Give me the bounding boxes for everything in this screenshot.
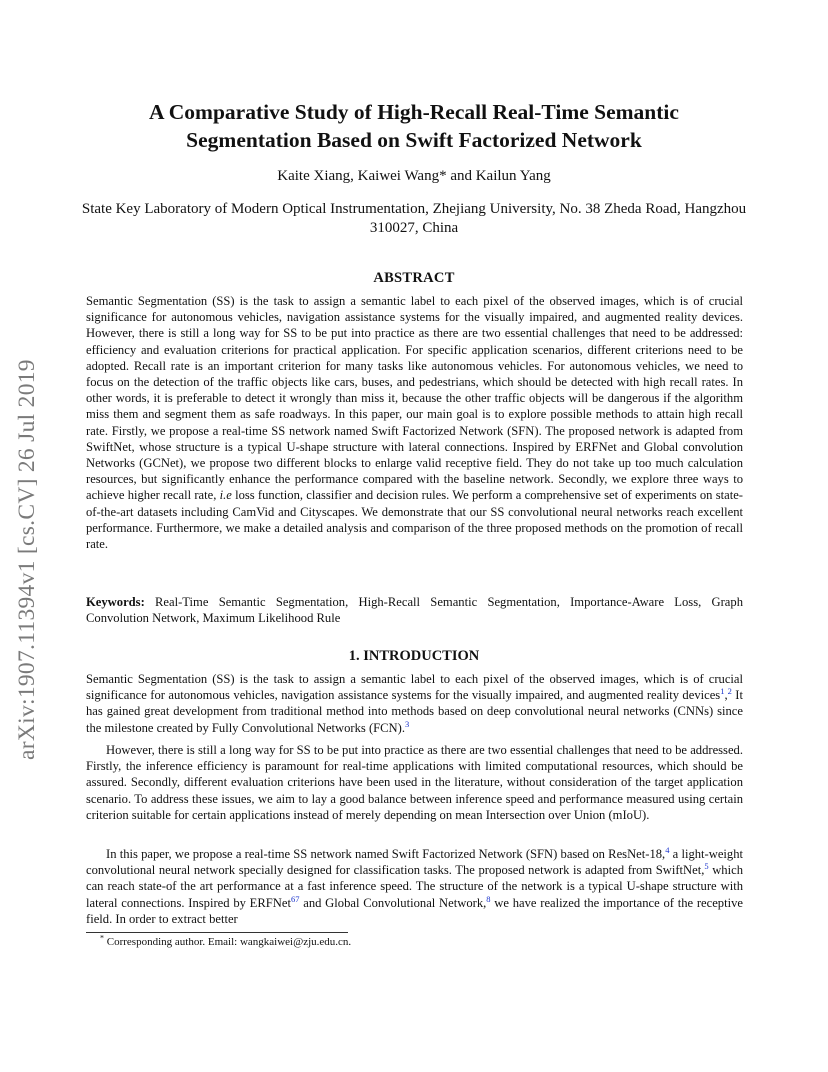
keywords (86, 594, 743, 626)
footnote (100, 933, 740, 948)
footnote-divider (86, 932, 348, 933)
title-line-2: Segmentation Based on Swift Factorized Network (186, 128, 642, 152)
abstract-heading: ABSTRACT (373, 270, 455, 286)
arxiv-identifier[interactable]: arXiv:1907.11394v1 [cs.CV] 26 Jul 2019 (14, 359, 40, 760)
abstract-text (86, 293, 743, 552)
intro-p3-text-e: we have realized the importance of the receptive field. In order to extract better (86, 895, 743, 926)
citation-link[interactable]: 3 (405, 718, 410, 729)
intro-p1-text-b: It has gained great development from traditional method into methods based on deep convolutional neural networks (CNNs) since the milestone created by Fully Convolutional Networks (FCN). (86, 688, 743, 735)
author-list: Kaite Xiang, Kaiwei Wang* and Kailun Yang (277, 168, 551, 184)
abstract-italic-ie: i.e (219, 488, 232, 503)
keywords-text: Real-Time Semantic Segmentation, High-Recall Semantic Segmentation, Importance-Aware Loss, Graph Convolution Network, Maximum Likelihood Rule (86, 595, 743, 626)
title-line-1: A Comparative Study of High-Recall Real-Time Semantic (149, 100, 679, 124)
intro-p3-text-b: a light-weight convolutional neural network specially designed for classification tasks. The proposed network is adapted from SwiftNet, (86, 847, 744, 878)
intro-paragraph-3 (86, 846, 743, 927)
footnote-mark: * (100, 933, 104, 943)
intro-paragraph-1 (86, 671, 743, 736)
intro-p3-text-a: In this paper, we propose a real-time SS network named Swift Factorized Network (SFN) based on ResNet-18, (106, 847, 666, 861)
intro-paragraph-2: However, there is still a long way for SS to be put into practice as there are two essential challenges that need to be addressed. Firstly, the inference efficiency is paramount for real-time applications with limited computational resources, which should be assured. Secondly, different evaluation criterions have been used in the literature, without consideration of the target application scenario. To address these issues, we aim to lay a good balance between inference speed and performance measured using certain criterion suitable for certain applications instead of merely depending on mean Intersection over Union (mIoU). (86, 743, 743, 822)
citation-separator: , (724, 688, 728, 703)
citation-link[interactable]: 5 (704, 861, 709, 872)
citation-link[interactable]: 2 (727, 686, 732, 697)
footnote-text: Corresponding author. Email: wangkaiwei@zju.edu.cn. (104, 936, 352, 948)
intro-p3-text-c: which can reach state-of the art performance at a fast inference speed. The structure of the network is a typical U-shape structure with lateral connections. Inspired by ERFNet (86, 863, 743, 910)
citation-link[interactable]: 4 (665, 844, 670, 855)
citation-link[interactable]: 1 (720, 686, 725, 697)
paper-title (60, 98, 768, 154)
citation-link[interactable]: 8 (486, 893, 491, 904)
intro-p3-text-d: and Global Convolutional Network, (299, 895, 487, 910)
affiliation: State Key Laboratory of Modern Optical Instrumentation, Zhejiang University, No. 38 Zheda Road, Hangzhou 310027, China (81, 201, 747, 236)
section-heading-introduction: 1. INTRODUCTION (348, 648, 480, 664)
keywords-label: Keywords: (86, 595, 145, 609)
abstract-part-2: loss function, classifier and decision rules. We perform a comprehensive set of experiments on state-of-the-art datasets including CamVid and Cityscapes. We demonstrate that our SS convolutional neural networks reach excellent performance. Furthermore, we make a detailed analysis and comparison of the three proposed methods on the promotion of recall rate. (86, 488, 743, 552)
abstract-part-1: Semantic Segmentation (SS) is the task to assign a semantic label to each pixel of the observed images, which is of crucial significance for autonomous vehicles, navigation assistance systems for the visually impaired, and augmented reality devices. However, there is still a long way for SS to be put into practice as there are two essential challenges that need to be addressed: efficiency and evaluation criterions for practical application. For specific application scenarios, different criterions need to be adopted. Recall rate is an important criterion for many tasks like autonomous vehicles. For autonomous vehicles, we need to focus on the detection of the traffic objects like cars, buses, and pedestrians, which should be detected with high recall rates. In other words, it is preferable to detect it wrongly than miss it, because the other traffic objects will be dangerous if the algorithm miss them and segment them as safe roadways. In this paper, our main goal is to explore possible methods to attain high recall rate. Firstly, we propose a real-time SS network named Swift Factorized Network (SFN). The proposed network is adapted from SwiftNet, whose structure is a typical U-shape structure with lateral connections. Inspired by ERFNet and Global convolution Networks (GCNet), we propose two different blocks to enlarge valid receptive field. They do not take up too much calculation resources, but significantly enhance the performance compared with the baseline network. Secondly, we explore three ways to achieve higher recall rate, (86, 294, 743, 503)
citation-link[interactable]: 67 (290, 893, 300, 904)
intro-p1-text-a: Semantic Segmentation (SS) is the task to assign a semantic label to each pixel of the observed images, which is of crucial significance for autonomous vehicles, navigation assistance systems for the visually impaired, and augmented reality devices (86, 672, 743, 703)
